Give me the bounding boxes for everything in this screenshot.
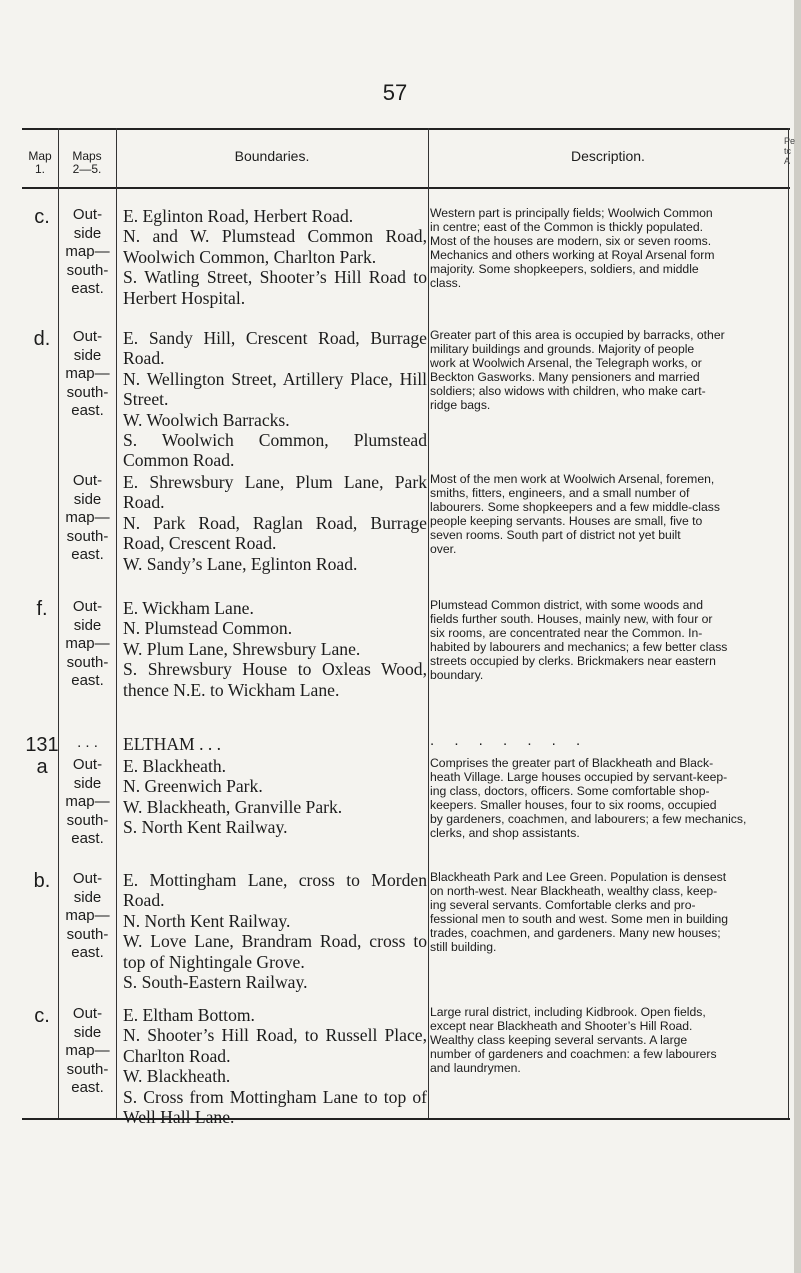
boundary-line: E. Shrewsbury Lane, Plum Lane, Park Road. xyxy=(123,472,427,513)
boundary-line: S. Shrewsbury House to Oxleas Wood, thence N.E. to Wickham Lane. xyxy=(123,659,427,700)
boundaries-cell xyxy=(123,472,427,574)
margin-fragment: Pe tc A xyxy=(784,136,796,166)
boundary-line: W. Blackheath, Granville Park. xyxy=(123,796,343,817)
boundary-line: E. Sandy Hill, Crescent Road, Burrage Road. xyxy=(123,328,427,369)
boundary-line: E. Eltham Bottom. xyxy=(123,1005,255,1025)
description-line: Wealthy class keeping several servants. A large xyxy=(430,1033,688,1047)
description-line: clerks, and shop assistants. xyxy=(430,826,580,840)
column-divider xyxy=(58,128,59,1118)
header-description: Description. xyxy=(571,148,645,164)
description-line: habited by labourers and mechanics; a few better class xyxy=(430,640,728,654)
description-line: Comprises the greater part of Blackheath and Black- xyxy=(430,756,714,770)
description-line: trades, coachmen, and gardeners. Many new houses; xyxy=(430,926,721,940)
description-line: labourers. Some shopkeepers and a few middle-class xyxy=(430,500,720,514)
description-line: majority. Some shopkeepers, soldiers, and middle xyxy=(430,262,699,276)
boundary-line: W. Sandy’s Lane, Eglinton Road. xyxy=(123,553,358,574)
boundaries-cell xyxy=(123,206,427,308)
description-line: Greater part of this area is occupied by barracks, other xyxy=(430,328,725,342)
header-boundaries: Boundaries. xyxy=(234,148,310,164)
description-line: Blackheath Park and Lee Green. Population is densest xyxy=(430,870,727,884)
column-divider xyxy=(116,128,117,1118)
description-line: still building. xyxy=(430,940,497,954)
boundary-line: N. Shooter’s Hill Road, to Russell Place, Charlton Road. xyxy=(123,1025,427,1066)
description-cell xyxy=(430,870,788,954)
description-line: seven rooms. South part of district not yet built xyxy=(430,528,681,542)
description-line: work at Woolwich Arsenal, the Telegraph works, or xyxy=(430,356,702,370)
leader-dots: . . . . . . . xyxy=(430,734,589,748)
boundary-line: N. Greenwich Park. xyxy=(123,776,263,797)
description-line: by gardeners, coachmen, and labourers; a few mechanics, xyxy=(430,812,747,826)
description-line: soldiers; also widows with children, who make cart- xyxy=(430,384,706,398)
maps-ref: Out- side map— south- east. xyxy=(65,870,110,962)
description-line: heath Village. Large houses occupied by servant-keep- xyxy=(430,770,728,784)
boundary-line: E. Mottingham Lane, cross to Morden Road. xyxy=(123,870,427,911)
boundaries-cell xyxy=(123,598,427,700)
boundaries-cell xyxy=(123,1005,427,1127)
boundary-line: E. Blackheath. xyxy=(123,756,227,776)
description-cell xyxy=(430,1005,788,1075)
maps-ref: Out- side map— south- east. xyxy=(65,756,110,848)
boundary-line: E. Eglinton Road, Herbert Road. xyxy=(123,206,354,226)
boundaries-cell xyxy=(123,328,427,471)
boundary-line: N. Plumstead Common. xyxy=(123,618,293,639)
description-line: Western part is principally fields; Woolwich Common xyxy=(430,206,713,220)
header-rule xyxy=(22,187,790,189)
boundary-line: N. Park Road, Raglan Road, Burrage Road, Crescent Road. xyxy=(123,512,427,554)
map-id: c. xyxy=(34,206,50,228)
maps-ref: Out- side map— south- east. xyxy=(65,472,110,564)
section-title: ELTHAM . . . xyxy=(123,734,222,754)
boundaries-cell xyxy=(123,756,427,838)
description-line: Most of the houses are modern, six or seven rooms. xyxy=(430,234,712,248)
description-line: Plumstead Common district, with some woods and xyxy=(430,598,703,612)
description-line: ing class, doctors, officers. Some comfortable shop- xyxy=(430,784,710,798)
map-id: d. xyxy=(33,328,51,350)
maps-ref: Out- side map— south- east. xyxy=(65,328,110,420)
description-cell xyxy=(430,206,788,290)
description-line: keepers. Smaller houses, four to six rooms, occupied xyxy=(430,798,717,812)
map-id: b. xyxy=(33,870,51,892)
boundary-line: W. Blackheath. xyxy=(123,1066,231,1087)
description-line: streets occupied by clerks. Brickmakers near eastern xyxy=(430,654,716,668)
map-id: f. xyxy=(36,598,48,620)
boundary-line: W. Love Lane, Brandram Road, cross to top of Nightingale Grove. xyxy=(123,931,427,972)
description-line: except near Blackheath and Shooter’s Hill Road. xyxy=(430,1019,693,1033)
description-cell xyxy=(430,472,788,556)
boundary-line: S. Woolwich Common, Plumstead Common Road. xyxy=(123,430,427,471)
description-line: number of gardeners and coachmen: a few labourers xyxy=(430,1047,717,1061)
maps-ref: Out- side map— south- east. xyxy=(65,1005,110,1097)
maps-ref: Out- side map— south- east. xyxy=(65,206,110,298)
description-line: fessional men to south and west. Some men in building xyxy=(430,912,729,926)
map-id: a xyxy=(36,756,48,778)
boundary-line: S. North Kent Railway. xyxy=(123,817,288,838)
description-line: six rooms, are concentrated near the Common. In- xyxy=(430,626,703,640)
column-divider xyxy=(428,128,429,1118)
boundary-line: N. North Kent Railway. xyxy=(123,910,291,931)
description-line: military buildings and grounds. Majority of people xyxy=(430,342,695,356)
boundary-line: S. South-Eastern Railway. xyxy=(123,972,308,993)
page-number: 57 xyxy=(382,80,408,105)
maps-ref: Out- side map— south- east. xyxy=(65,598,110,690)
description-line: smiths, fitters, engineers, and a small number of xyxy=(430,486,690,500)
description-line: on north-west. Near Blackheath, wealthy class, keep- xyxy=(430,884,718,898)
description-line: boundary. xyxy=(430,668,484,682)
top-rule xyxy=(22,128,790,130)
page-edge xyxy=(794,0,801,1273)
description-line: over. xyxy=(430,542,457,556)
boundary-line: W. Woolwich Barracks. xyxy=(123,409,290,430)
description-line: ridge bags. xyxy=(430,398,491,412)
section-heading xyxy=(123,734,427,754)
description-line: people keeping servants. Houses are small, five to xyxy=(430,514,703,528)
boundary-line: S. Watling Street, Shooter’s Hill Road to Herbert Hospital. xyxy=(123,267,427,308)
map-id: 131 xyxy=(25,734,59,756)
boundary-line: W. Plum Lane, Shrewsbury Lane. xyxy=(123,638,361,659)
boundary-line: S. Cross from Mottingham Lane to top of Well Hall Lane. xyxy=(123,1086,427,1128)
boundary-line: E. Wickham Lane. xyxy=(123,598,254,618)
description-cell xyxy=(430,734,788,748)
column-divider xyxy=(788,128,789,1118)
description-line: Large rural district, including Kidbrook. Open fields, xyxy=(430,1005,706,1019)
description-line: in centre; east of the Common is thickly populated. xyxy=(430,220,704,234)
description-cell xyxy=(430,756,788,840)
description-cell xyxy=(430,328,788,412)
header-maps: Maps 2—5. xyxy=(72,149,102,176)
boundary-line: N. and W. Plumstead Common Road, Woolwich Common, Charlton Park. xyxy=(123,226,427,267)
description-line: Most of the men work at Woolwich Arsenal, foremen, xyxy=(430,472,715,486)
header-map: Map 1. xyxy=(28,149,52,176)
map-id: c. xyxy=(34,1005,50,1027)
description-line: class. xyxy=(430,276,462,290)
boundary-line: N. Wellington Street, Artillery Place, Hill Street. xyxy=(123,368,427,410)
boundaries-cell xyxy=(123,870,427,992)
description-line: Beckton Gasworks. Many pensioners and married xyxy=(430,370,700,384)
description-line: Mechanics and others working at Royal Arsenal form xyxy=(430,248,715,262)
description-cell xyxy=(430,598,788,682)
description-line: and laundrymen. xyxy=(430,1061,521,1075)
description-line: fields further south. Houses, mainly new, with four or xyxy=(430,612,713,626)
maps-ref: . . . xyxy=(77,734,98,751)
description-line: ing several servants. Comfortable clerks and pro- xyxy=(430,898,696,912)
